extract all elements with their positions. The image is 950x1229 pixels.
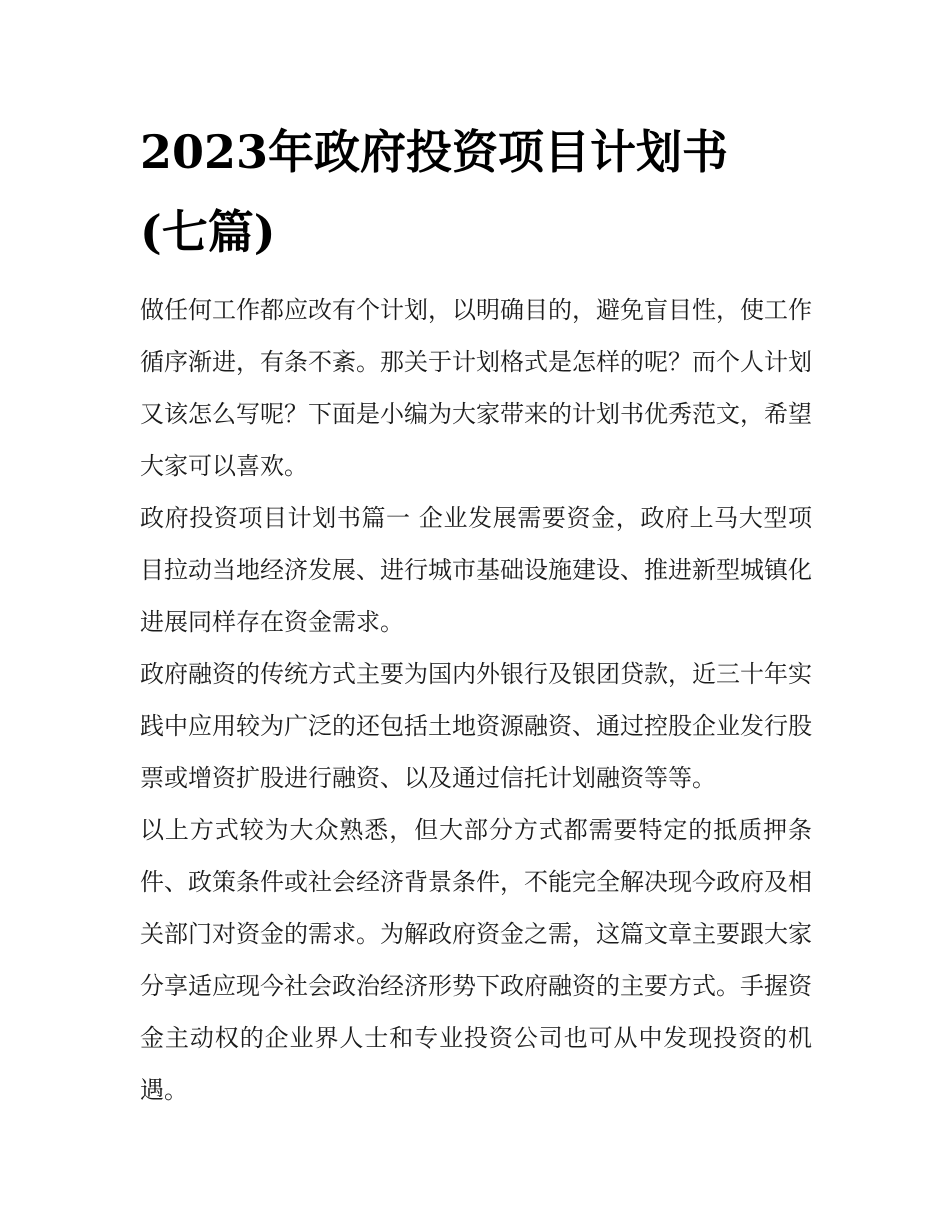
document-content (140, 112, 812, 1116)
paragraph-section-one: 政府投资项目计划书篇一 企业发展需要资金，政府上马大型项目拉动当地经济发展、进行城市基础设施建设、推进新型城镇化进展同样存在资金需求。 (140, 504, 812, 636)
document-title: 2023年政府投资项目计划书(七篇) (140, 125, 729, 259)
document-body (140, 284, 812, 1116)
paragraph-intro: 做任何工作都应改有个计划，以明确目的，避免盲目性，使工作循序渐进，有条不紊。那关于计划格式是怎样的呢？而个人计划又该怎么写呢？下面是小编为大家带来的计划书优秀范文，希望大家可以喜欢。 (140, 296, 812, 480)
paragraph-financing-methods: 以上方式较为大众熟悉，但大部分方式都需要特定的抵质押条件、政策条件或社会经济背景条件，不能完全解决现今政府及相关部门对资金的需求。为解政府资金之需，这篇文章主要跟大家分享适应现今社会政治经济形势下政府融资的主要方式。手握资金主动权的企业界人士和专业投资公司也可从中发现投资的机遇。 (140, 816, 812, 1104)
paragraph-traditional-financing: 政府融资的传统方式主要为国内外银行及银团贷款，近三十年实践中应用较为广泛的还包括土地资源融资、通过控股企业发行股票或增资扩股进行融资、以及通过信托计划融资等等。 (140, 660, 812, 792)
